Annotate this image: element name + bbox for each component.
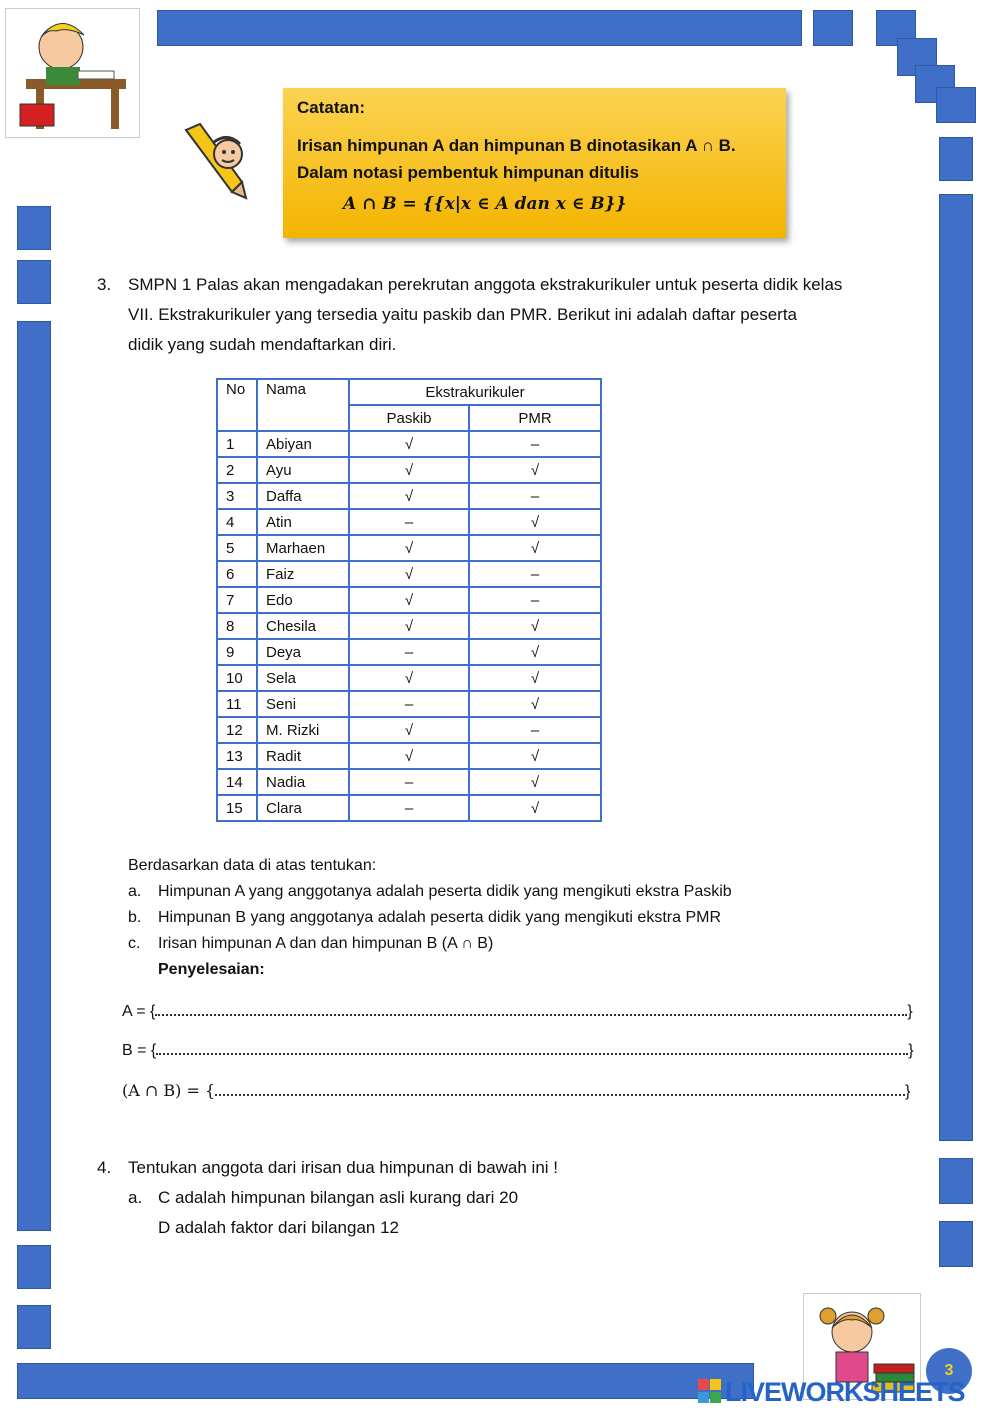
question-4a-label: a. [128,1188,143,1207]
question-4a-line-1: C adalah himpunan bilangan asli kurang dari 20 [158,1188,519,1207]
cell-paskib: √ [349,535,469,561]
cell-pmr: √ [469,613,601,639]
cell-no: 10 [217,665,257,691]
subquestion-a-label: a. [128,883,142,900]
table-row [217,665,601,691]
answer-close-brace: } [907,1003,913,1020]
cell-pmr: √ [469,457,601,483]
cell-pmr: √ [469,639,601,665]
question-number: 3. [97,275,112,294]
note-title: Catatan: [297,98,366,117]
question-4a-line-2: D adalah faktor dari bilangan 12 [158,1218,399,1237]
cell-nama: Ayu [257,457,349,483]
subquestion-a-text: Himpunan A yang anggotanya adalah peserta didik yang mengikuti ekstra Paskib [158,883,732,900]
subquestion-c-label: c. [128,935,141,952]
table-row [217,535,601,561]
page-number: 3 [944,1362,954,1379]
frame-top-square [813,10,853,46]
brand-logo [698,1377,994,1409]
table-row [217,431,601,457]
cell-no: 13 [217,743,257,769]
cell-nama: Edo [257,587,349,613]
instruction: Berdasarkan data di atas tentukan: [128,857,377,874]
table-row [217,509,601,535]
brand-text: LIVEWORKSHEETS [725,1377,965,1407]
cell-nama: Clara [257,795,349,821]
cell-no: 6 [217,561,257,587]
answer-close-brace: } [905,1083,911,1100]
frame-left-square [17,1245,51,1289]
cell-pmr: – [469,483,601,509]
cell-pmr: √ [469,743,601,769]
answer-close-brace: } [908,1042,914,1059]
frame-right-square [939,137,973,181]
cell-pmr: – [469,587,601,613]
cell-paskib: √ [349,561,469,587]
cell-nama: Daffa [257,483,349,509]
cell-nama: Abiyan [257,431,349,457]
subquestion-c-text: Irisan himpunan A dan dan himpunan B (A ∩ B) [158,935,494,952]
table-row [217,743,601,769]
table-row [217,769,601,795]
cell-no: 9 [217,639,257,665]
answer-b-prefix: B = { [122,1042,157,1059]
cell-no: 4 [217,509,257,535]
student-at-desk-icon [6,9,139,137]
table-row [217,639,601,665]
table-row [217,457,601,483]
frame-left-square [17,206,51,250]
table-row [217,483,601,509]
cell-no: 3 [217,483,257,509]
table-row [217,561,601,587]
header-nama: Nama [257,379,349,431]
cell-nama: Radit [257,743,349,769]
question-4-number: 4. [97,1158,112,1177]
cell-pmr: – [469,717,601,743]
solution-label: Penyelesaian: [158,961,265,978]
frame-right-square [939,1221,973,1267]
brand-grid-icon [698,1379,722,1405]
frame-top-bar [157,10,802,46]
cell-nama: Chesila [257,613,349,639]
cell-paskib: – [349,639,469,665]
answer-a-line [122,1003,913,1021]
frame-left-square [17,260,51,304]
question-4-text: Tentukan anggota dari irisan dua himpunan di bawah ini ! [128,1158,559,1177]
note-line-1: Irisan himpunan A dan himpunan B dinotasikan A ∩ B. [297,136,736,155]
cell-paskib: – [349,509,469,535]
cell-pmr: √ [469,535,601,561]
cell-pmr: √ [469,795,601,821]
cell-paskib: √ [349,483,469,509]
cell-no: 7 [217,587,257,613]
note-box [283,88,786,238]
frame-stair-block [936,87,976,123]
cell-pmr: √ [469,769,601,795]
answer-b-input[interactable] [156,1043,908,1055]
cell-nama: Faiz [257,561,349,587]
question-text-line: SMPN 1 Palas akan mengadakan perekrutan anggota ekstrakurikuler untuk peserta didik kelas [128,275,843,294]
pencil-mascot-illustration [178,122,260,200]
cell-no: 15 [217,795,257,821]
cell-paskib: √ [349,587,469,613]
cell-paskib: √ [349,431,469,457]
header-pmr: PMR [469,405,601,431]
cell-nama: Seni [257,691,349,717]
cell-nama: Marhaen [257,535,349,561]
note-formula: A ∩ B = {{x|x ∈ A dan x ∈ B}} [343,194,627,214]
answer-b-line [122,1042,914,1060]
cell-nama: Sela [257,665,349,691]
frame-right-square [939,1158,973,1204]
pencil-character-icon [178,122,260,200]
note-line-2: Dalam notasi pembentuk himpunan ditulis [297,163,639,182]
cell-no: 14 [217,769,257,795]
table-row [217,795,601,821]
cell-nama: Deya [257,639,349,665]
cell-no: 11 [217,691,257,717]
subquestion-b-text: Himpunan B yang anggotanya adalah peserta didik yang mengikuti ekstra PMR [158,909,721,926]
cell-no: 2 [217,457,257,483]
frame-bottom-bar [17,1363,754,1399]
student-illustration [5,8,140,138]
cell-no: 5 [217,535,257,561]
table-row [217,587,601,613]
cell-pmr: √ [469,665,601,691]
frame-left-square [17,1305,51,1349]
header-paskib: Paskib [349,405,469,431]
frame-right-bar [939,194,973,1141]
cell-pmr: – [469,561,601,587]
answer-c-prefix: (A ∩ B) = { [122,1081,216,1100]
cell-paskib: – [349,795,469,821]
question-text-line: didik yang sudah mendaftarkan diri. [128,335,397,354]
cell-nama: M. Rizki [257,717,349,743]
answer-a-input[interactable] [155,1004,907,1016]
cell-paskib: – [349,691,469,717]
cell-paskib: – [349,769,469,795]
cell-pmr: √ [469,509,601,535]
subquestion-b-label: b. [128,909,142,926]
answer-c-input[interactable] [215,1084,905,1096]
cell-pmr: √ [469,691,601,717]
cell-paskib: √ [349,457,469,483]
cell-paskib: √ [349,665,469,691]
table-row [217,613,601,639]
header-ekstrakurikuler: Ekstrakurikuler [349,379,601,405]
cell-nama: Atin [257,509,349,535]
cell-nama: Nadia [257,769,349,795]
frame-left-bar [17,321,51,1231]
answer-c-line [122,1081,910,1101]
cell-paskib: √ [349,717,469,743]
cell-no: 1 [217,431,257,457]
cell-pmr: – [469,431,601,457]
cell-paskib: √ [349,613,469,639]
question-3 [97,270,919,360]
answer-a-prefix: A = { [122,1003,156,1020]
header-no: No [217,379,257,431]
cell-paskib: √ [349,743,469,769]
cell-no: 12 [217,717,257,743]
question-text-line: VII. Ekstrakurikuler yang tersedia yaitu paskib dan PMR. Berikut ini adalah daftar peserta [128,305,798,324]
table-row [217,691,601,717]
cell-no: 8 [217,613,257,639]
table-row [217,717,601,743]
ekstrakurikuler-table [216,378,602,822]
